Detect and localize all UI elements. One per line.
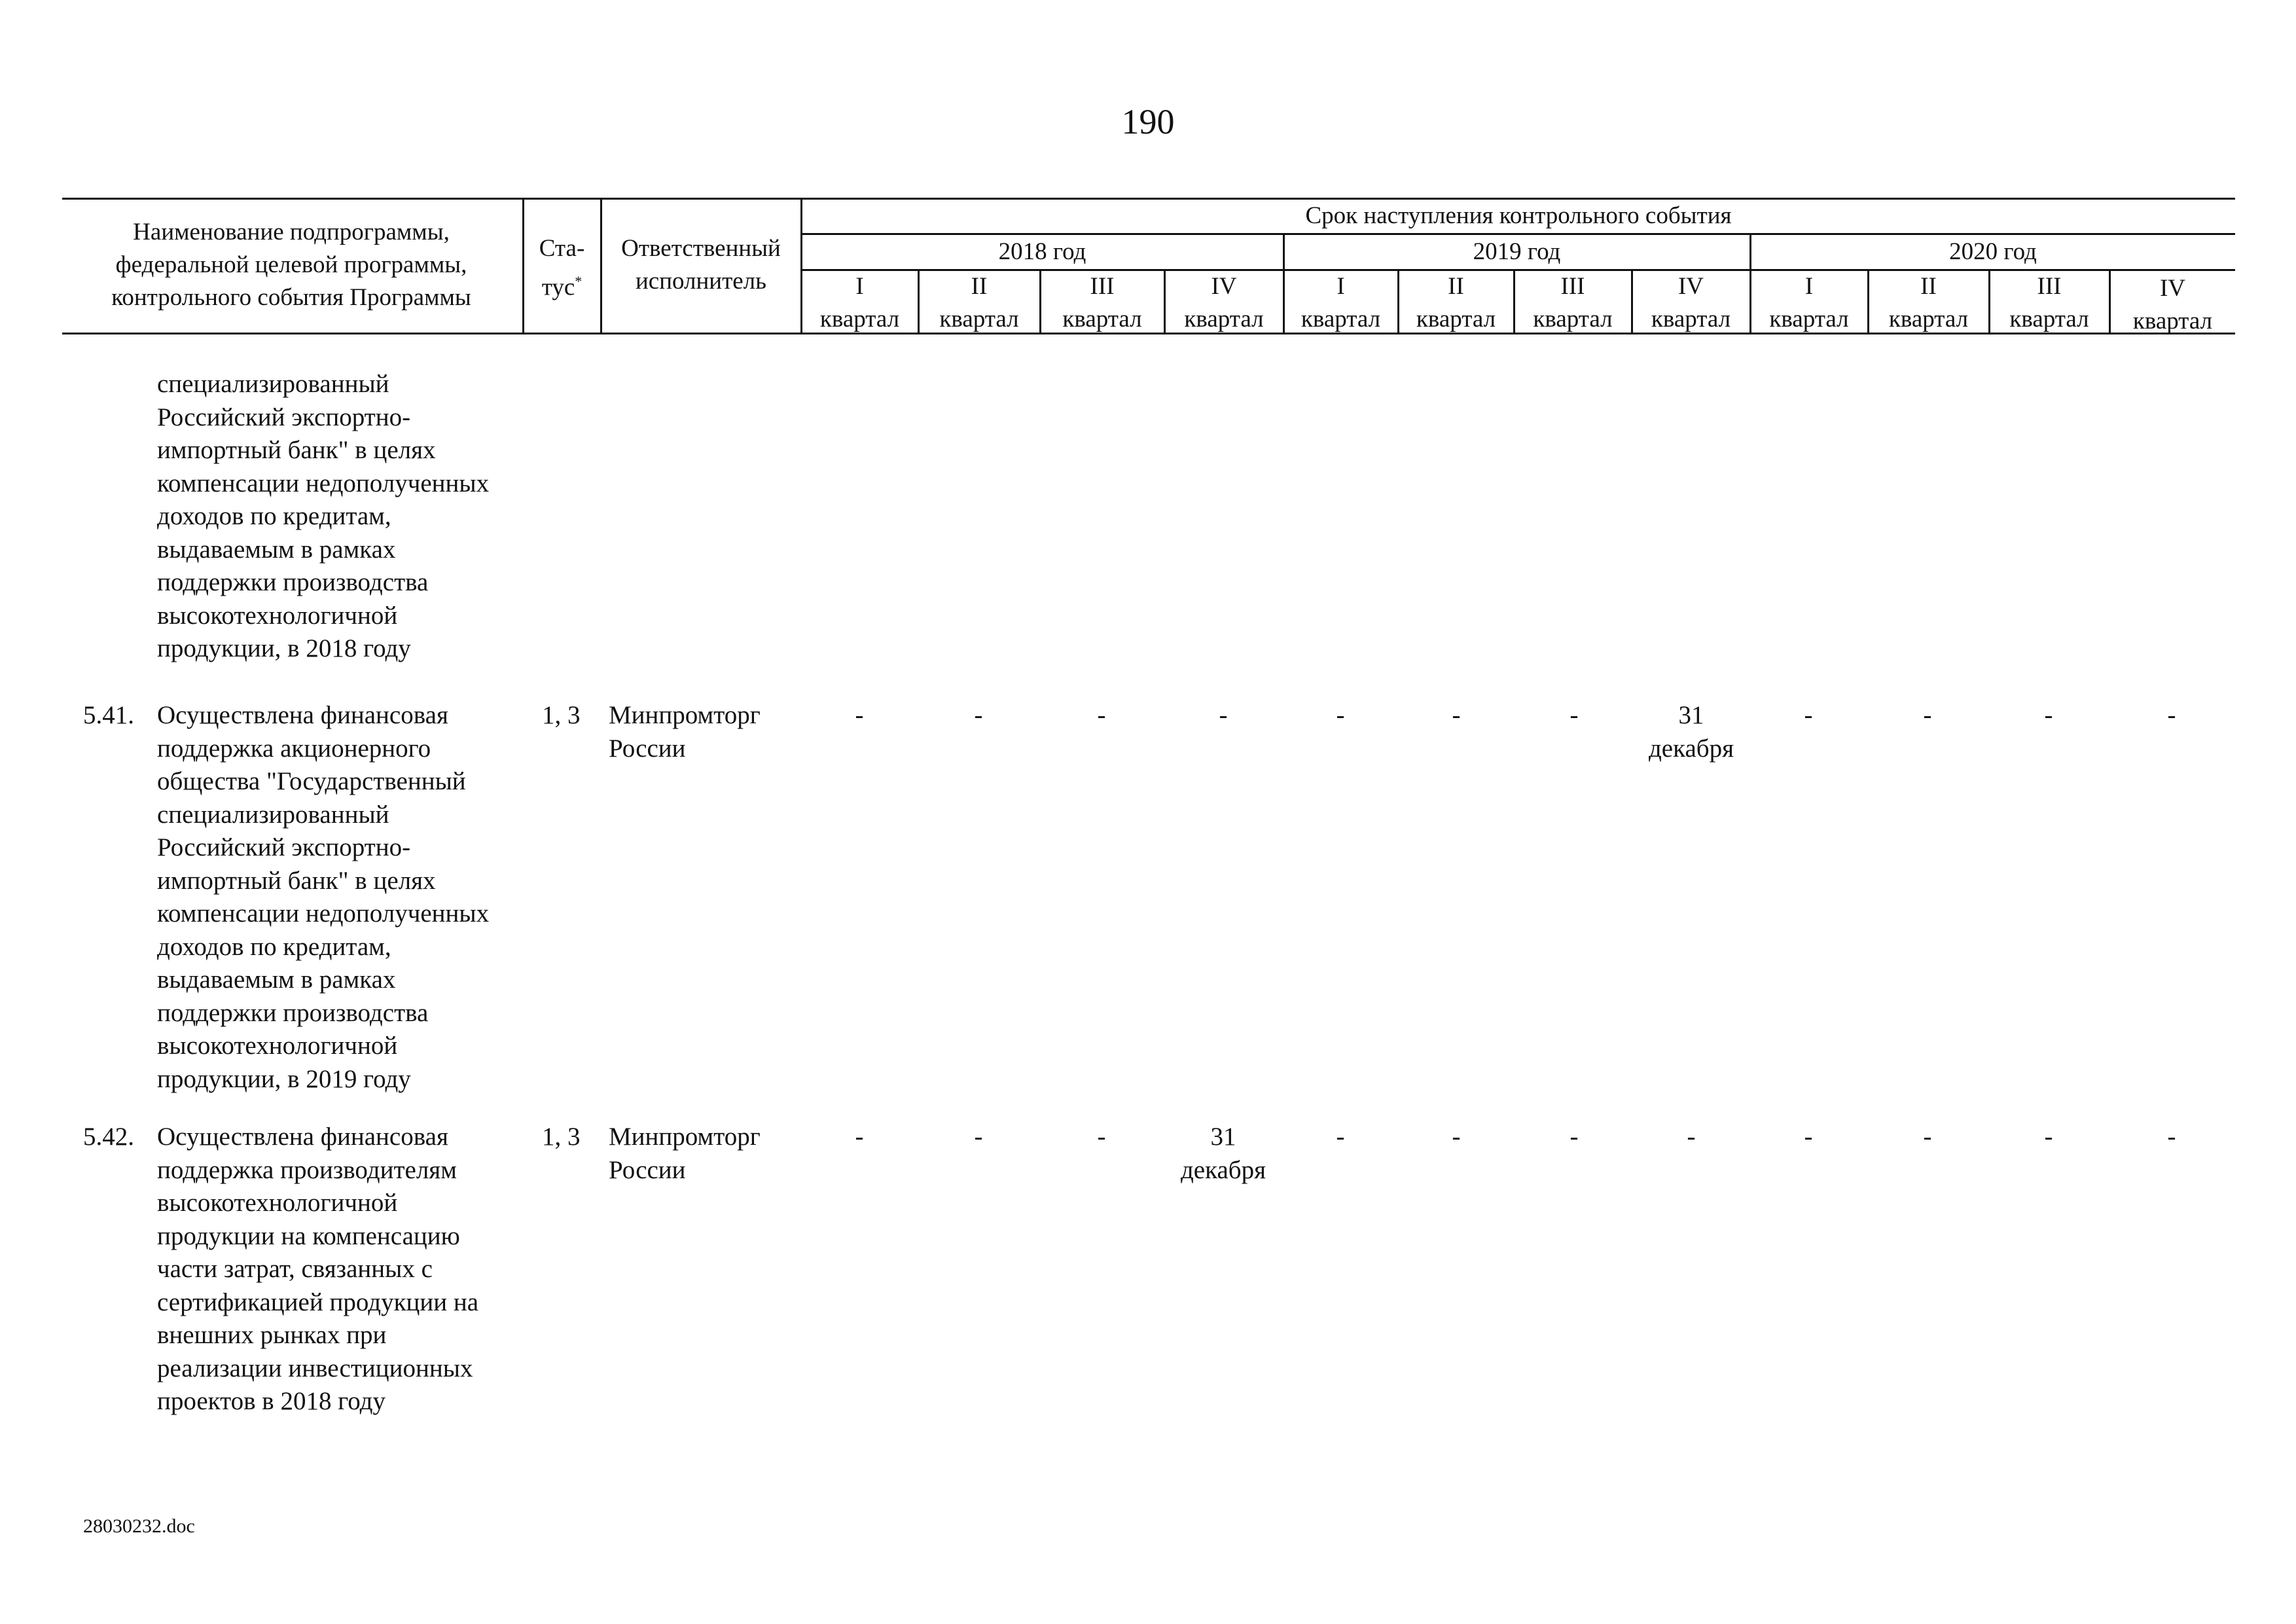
quarter-value: - — [974, 1123, 983, 1151]
quarter-value: - — [1570, 1123, 1579, 1151]
quarter-value: - — [2044, 1123, 2053, 1151]
footer-doc-id: 28030232.doc — [83, 1515, 195, 1537]
header-quarter-9: I квартал — [1769, 273, 1849, 333]
quarter-value: - — [855, 1123, 864, 1151]
quarter-value: - — [1452, 1123, 1461, 1151]
quarter-value: - — [1336, 1123, 1345, 1151]
quarter-value: - — [1219, 701, 1228, 729]
quarter-date: 31 декабря — [1648, 701, 1734, 763]
header-quarter-6: II квартал — [1416, 273, 1496, 333]
row-name: Осуществлена финансовая поддержка акционерного общества "Государственный специализированный Российский экспортно- импортный банк" в целях компенсации недополученных доходов по кредитам, выдаваемым в рамках поддержки производства высокотехнологичной продукции, в 2019 году — [157, 701, 490, 1093]
quarter-value: - — [1687, 1123, 1696, 1151]
header-quarter-4: IV квартал — [1184, 273, 1264, 333]
row-status: 1, 3 — [542, 701, 581, 729]
header-quarter-5: I квартал — [1300, 273, 1381, 333]
row-continuation-name: специализированный Российский экспортно- импортный банк" в целях компенсации недополученных доходов по кредитам, выдаваемым в рамках поддержки производства высокотехнологичной продукции, в 2018 году — [157, 370, 490, 662]
header-quarter-1: I квартал — [819, 273, 900, 333]
row-executor: Минпромторг России — [609, 701, 761, 763]
header-status-column: Ста- тус* — [539, 235, 585, 301]
quarter-value: - — [2044, 701, 2053, 729]
header-executor-column: Ответственный исполнитель — [621, 235, 781, 295]
header-quarter-2: II квартал — [939, 273, 1019, 333]
header-deadline-title: Срок наступления контрольного события — [1305, 202, 1732, 229]
quarter-value: - — [2167, 701, 2176, 729]
quarter-value: - — [1804, 701, 1813, 729]
quarter-value: - — [1336, 701, 1345, 729]
header-quarter-10: II квартал — [1888, 273, 1969, 333]
page-number: 190 — [1121, 102, 1175, 141]
quarter-value: - — [855, 701, 864, 729]
row-status: 1, 3 — [542, 1123, 581, 1151]
quarter-value: - — [1097, 701, 1106, 729]
quarter-value: - — [1097, 1123, 1106, 1151]
quarter-date: 31 декабря — [1180, 1123, 1266, 1184]
header-name-column: Наименование подпрограммы, федеральной целевой программы, контрольного события Программы — [111, 219, 471, 311]
quarter-value: - — [974, 701, 983, 729]
header-quarter-11: III квартал — [2009, 273, 2089, 333]
quarter-value: - — [1923, 701, 1932, 729]
quarter-value: - — [2167, 1123, 2176, 1151]
quarter-value: - — [1570, 701, 1579, 729]
header-quarter-12: IV квартал — [2132, 275, 2213, 334]
quarter-value: - — [1923, 1123, 1932, 1151]
header-quarter-3: III квартал — [1062, 273, 1142, 333]
header-year-2019: 2019 год — [1473, 238, 1561, 265]
header-year-2018: 2018 год — [998, 238, 1086, 265]
header-year-2020: 2020 год — [1949, 238, 2037, 265]
row-number: 5.41. — [83, 701, 134, 729]
header-quarter-8: IV квартал — [1651, 273, 1731, 333]
row-name: Осуществлена финансовая поддержка производителям высокотехнологичной продукции на компенсацию части затрат, связанных с сертификацией продукции на внешних рынках при реализации инвестиционных проектов в 2018 году — [157, 1123, 479, 1415]
quarter-value: - — [1452, 701, 1461, 729]
row-executor: Минпромторг России — [609, 1123, 761, 1184]
row-number: 5.42. — [83, 1123, 134, 1151]
quarter-value: - — [1804, 1123, 1813, 1151]
header-quarter-7: III квартал — [1533, 273, 1613, 333]
